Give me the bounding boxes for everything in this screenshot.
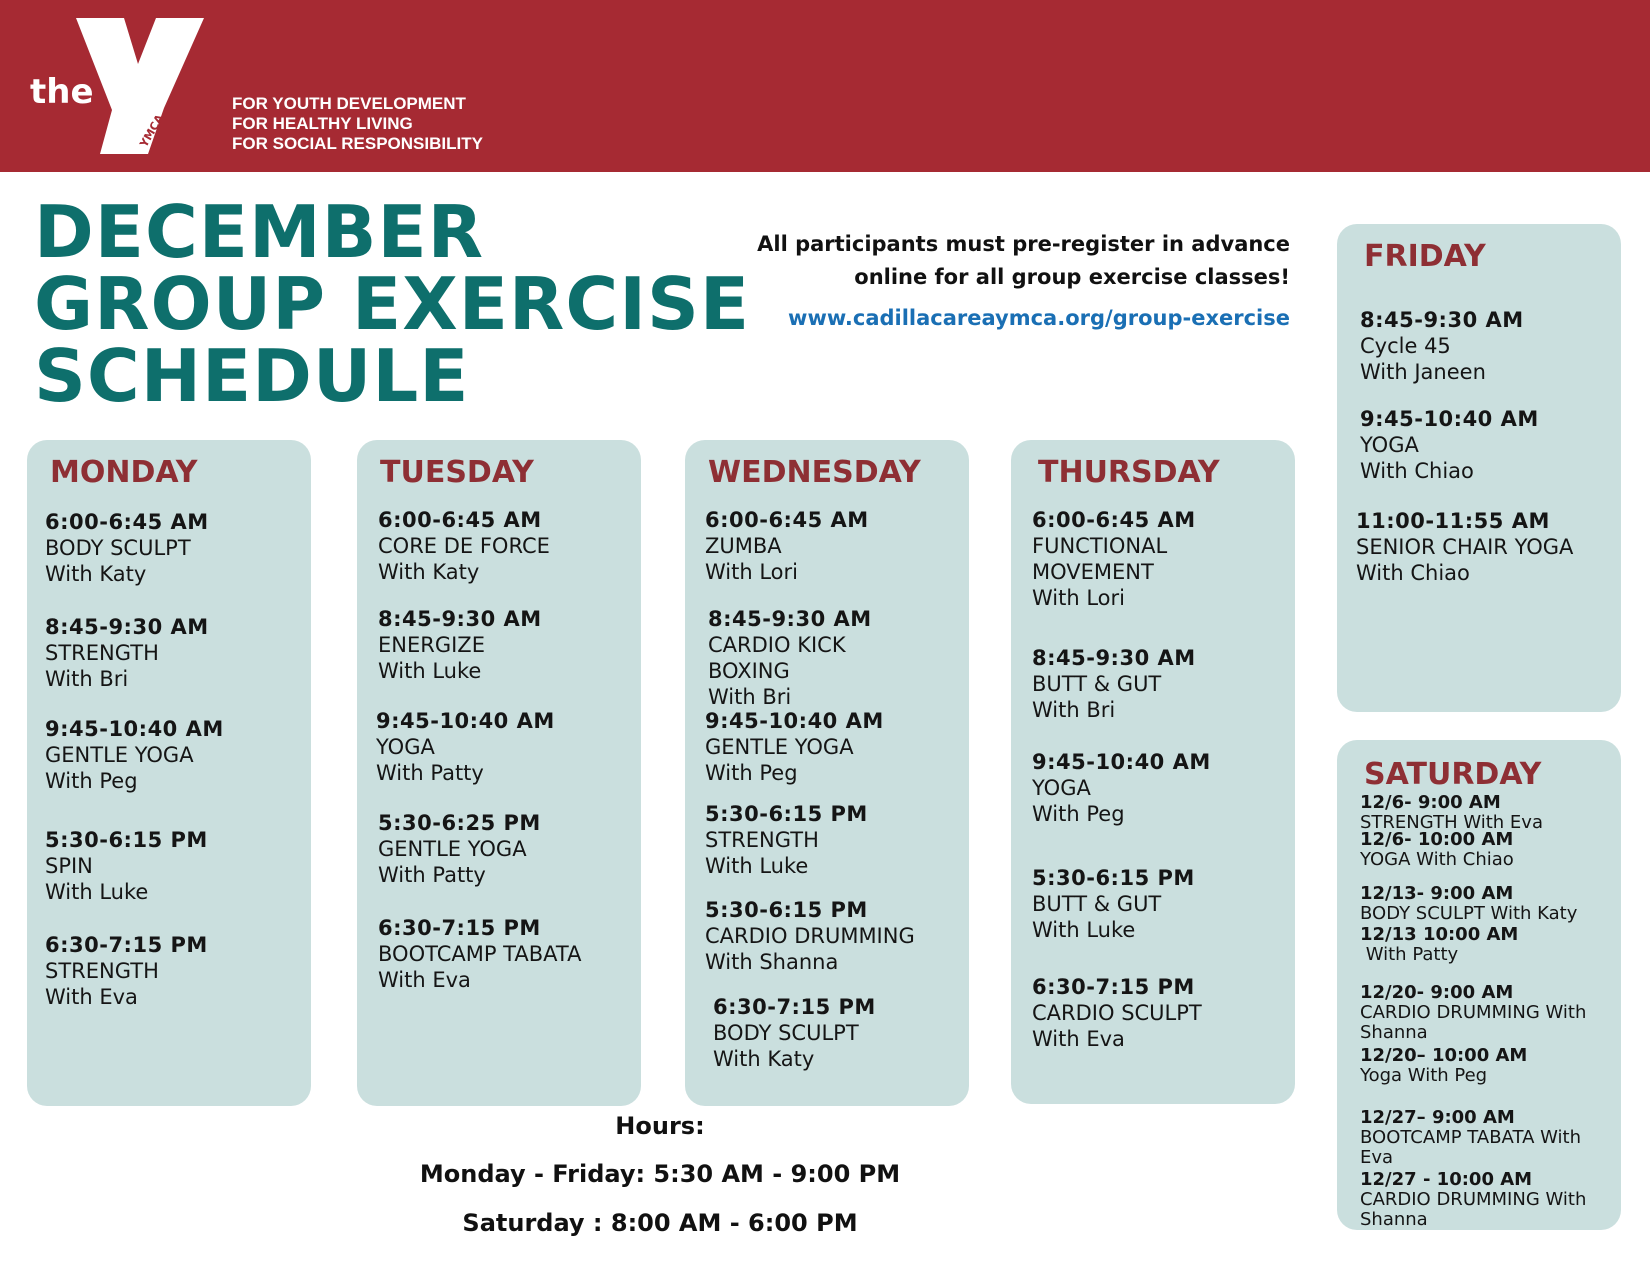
class-item: 9:45-10:40 AM YOGA With Peg (1032, 750, 1211, 826)
class-item: 8:45-9:30 AM STRENGTH With Bri (45, 615, 209, 691)
wednesday-heading: WEDNESDAY (708, 455, 921, 490)
class-item: 12/13 10:00 AM With Patty (1360, 924, 1519, 965)
logo-the-text: the (30, 72, 94, 112)
class-item: 6:30-7:15 PM BODY SCULPT With Katy (713, 995, 876, 1071)
class-item: 6:00-6:45 AM BODY SCULPT With Katy (45, 510, 209, 586)
monday-heading: MONDAY (50, 455, 198, 490)
class-item: 12/6- 9:00 AM STRENGTH With Eva (1360, 792, 1543, 833)
class-item: 9:45-10:40 AM GENTLE YOGA With Peg (45, 717, 224, 793)
class-item: 6:30-7:15 PM BOOTCAMP TABATA With Eva (378, 916, 582, 992)
class-item: 8:45-9:30 AM ENERGIZE With Luke (378, 607, 542, 683)
class-item: 5:30-6:25 PM GENTLE YOGA With Patty (378, 811, 541, 887)
page-title (34, 190, 751, 418)
tagline-2: FOR HEALTHY LIVING (232, 114, 413, 133)
tagline-3: FOR SOCIAL RESPONSIBILITY (232, 134, 483, 153)
registration-notice (660, 228, 1290, 294)
hours-saturday: Saturday : 8:00 AM - 6:00 PM (462, 1209, 858, 1237)
thursday-heading: THURSDAY (1038, 455, 1220, 490)
class-item: 5:30-6:15 PM STRENGTH With Luke (705, 802, 868, 878)
class-item: 5:30-6:15 PM BUTT & GUT With Luke (1032, 866, 1195, 942)
class-item: 12/20– 10:00 AM Yoga With Peg (1360, 1045, 1528, 1086)
title-line-3: SCHEDULE (34, 334, 470, 418)
saturday-heading: SATURDAY (1364, 757, 1542, 792)
class-item: 11:00-11:55 AM SENIOR CHAIR YOGA With Chiao (1356, 509, 1574, 585)
class-item: 6:30-7:15 PM CARDIO SCULPT With Eva (1032, 975, 1202, 1051)
tagline-1: FOR YOUTH DEVELOPMENT (232, 94, 466, 113)
class-item: 6:00-6:45 AM CORE DE FORCE With Katy (378, 508, 550, 584)
class-item: 12/6- 10:00 AM YOGA With Chiao (1360, 829, 1514, 870)
registration-link[interactable]: www.cadillacareaymca.org/group-exercise (788, 306, 1290, 330)
tagline-block (232, 94, 483, 154)
hours-weekday: Monday - Friday: 5:30 AM - 9:00 PM (419, 1160, 901, 1188)
hours-label: Hours: (615, 1112, 705, 1140)
title-line-1: DECEMBER (34, 190, 485, 274)
class-item: 6:00-6:45 AM ZUMBA With Lori (705, 508, 869, 584)
notice-line-2: online for all group exercise classes! (854, 265, 1290, 289)
tuesday-heading: TUESDAY (380, 455, 534, 490)
class-item: 8:45-9:30 AM BUTT & GUT With Bri (1032, 646, 1196, 722)
class-item: 5:30-6:15 PM CARDIO DRUMMING With Shanna (705, 898, 915, 974)
logo-ymca-text: YMCA (137, 112, 167, 150)
class-item: 6:00-6:45 AM FUNCTIONAL MOVEMENT With Lori (1032, 508, 1196, 610)
class-item: 8:45-9:30 AM Cycle 45 With Janeen (1360, 308, 1524, 384)
title-line-2: GROUP EXERCISE (34, 262, 751, 346)
class-item: 9:45-10:40 AM GENTLE YOGA With Peg (705, 709, 884, 785)
class-item: 12/13- 9:00 AM BODY SCULPT With Katy (1360, 883, 1578, 924)
class-item: 12/27– 9:00 AM BOOTCAMP TABATA With Eva (1360, 1107, 1581, 1168)
class-item: 9:45-10:40 AM YOGA With Patty (376, 709, 555, 785)
notice-line-1: All participants must pre-register in advance (757, 232, 1290, 256)
class-item: 6:30-7:15 PM STRENGTH With Eva (45, 933, 208, 1009)
class-item: 12/20- 9:00 AM CARDIO DRUMMING With Shanna (1360, 982, 1587, 1043)
friday-heading: FRIDAY (1364, 239, 1486, 274)
header-banner (0, 0, 1650, 172)
class-item: 5:30-6:15 PM SPIN With Luke (45, 828, 208, 904)
class-item: 9:45-10:40 AM YOGA With Chiao (1360, 407, 1539, 483)
class-item: 12/27 - 10:00 AM CARDIO DRUMMING With Shanna (1360, 1169, 1587, 1230)
class-item: 8:45-9:30 AM CARDIO KICK BOXING With Bri (708, 607, 872, 709)
